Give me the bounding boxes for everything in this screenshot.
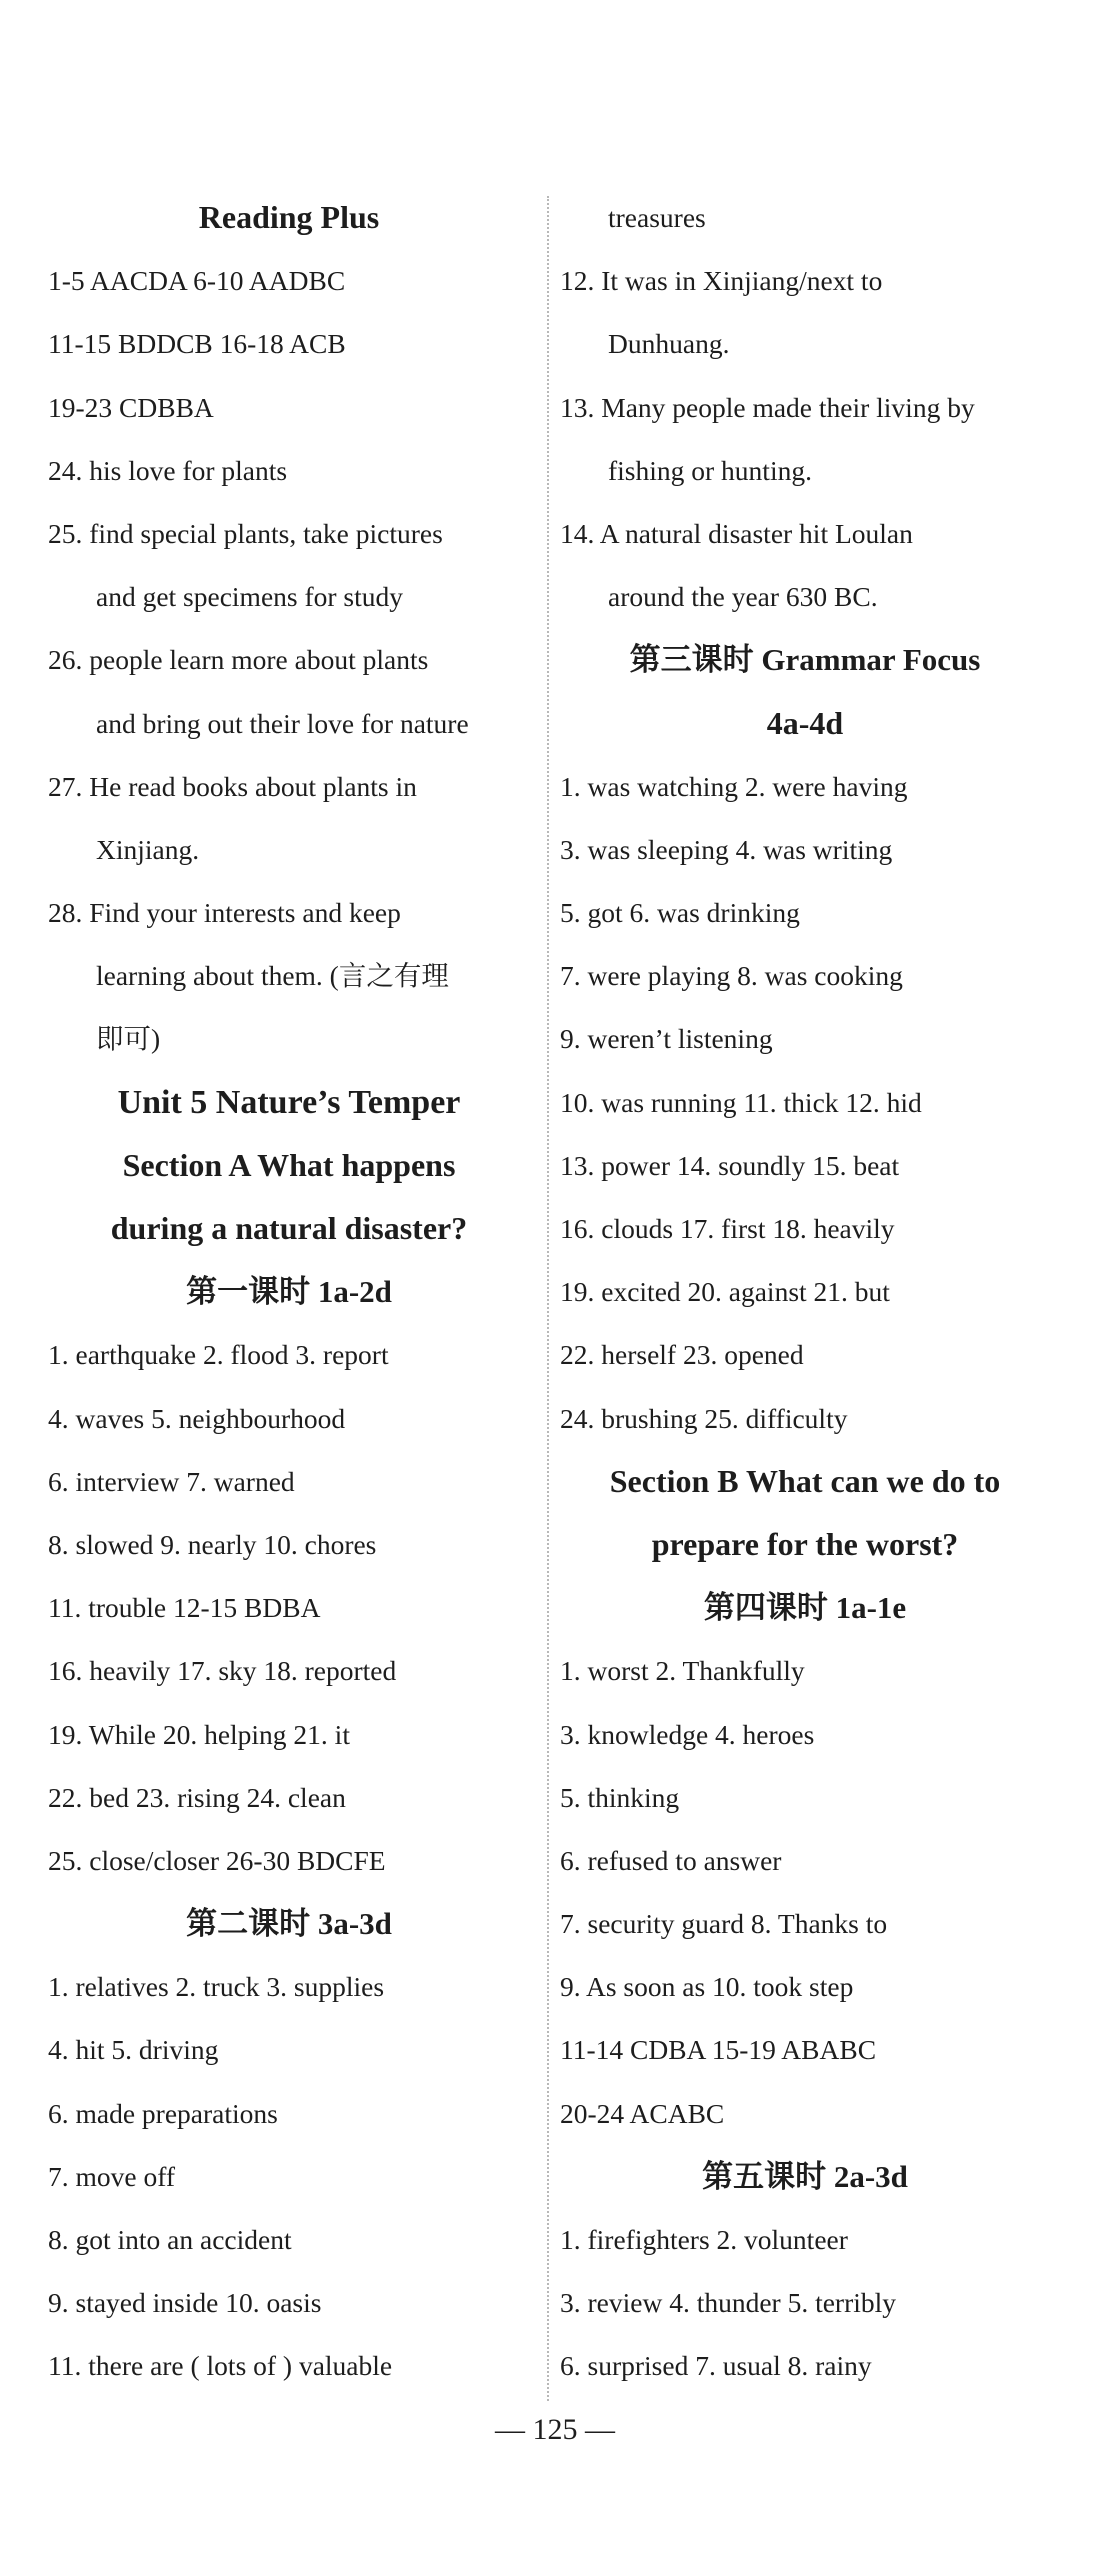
answer-line: 13. power 14. soundly 15. beat (560, 1149, 900, 1181)
answer-line: 9. As soon as 10. took step (560, 1971, 854, 2003)
answer-line: 11-15 BDDCB 16-18 ACB (48, 328, 346, 360)
answer-line: 19-23 CDBBA (48, 391, 214, 423)
answer-line: 8. slowed 9. nearly 10. chores (48, 1528, 377, 1560)
answer-line-continued: 即可) (96, 1023, 161, 1055)
answer-line-continued: Xinjiang. (96, 833, 200, 865)
answer-line: 4. waves 5. neighbourhood (48, 1402, 346, 1434)
lesson-heading: 第二课时 3a-3d (186, 1906, 392, 1942)
answer-line: 24. brushing 25. difficulty (560, 1402, 848, 1434)
answer-line: 6. refused to answer (560, 1844, 782, 1876)
answer-line: 11. there are ( lots of ) valuable (48, 2350, 393, 2382)
answer-line: 22. bed 23. rising 24. clean (48, 1781, 346, 1813)
answer-line: 19. excited 20. against 21. but (560, 1276, 890, 1308)
answer-line: 7. move off (48, 2160, 176, 2192)
answer-line: 1. was watching 2. were having (560, 770, 908, 802)
answer-line-continued: treasures (608, 202, 706, 233)
answer-line: 19. While 20. helping 21. it (48, 1718, 350, 1750)
unit-heading: Unit 5 Nature’s Temper (117, 1083, 461, 1121)
answer-line: 25. find special plants, take pictures (48, 517, 443, 549)
answer-line: 5. got 6. was drinking (560, 897, 800, 929)
answer-line-continued: and bring out their love for nature (96, 707, 469, 739)
answer-line: 10. was running 11. thick 12. hid (560, 1086, 922, 1118)
answer-line: 12. It was in Xinjiang/next to (560, 265, 883, 297)
answer-line: 28. Find your interests and keep (48, 897, 401, 929)
answer-line: 20-24 ACABC (560, 2097, 725, 2129)
answer-line: 9. stayed inside 10. oasis (48, 2287, 322, 2319)
answer-line: 8. got into an accident (48, 2224, 292, 2255)
section-heading: during a natural disaster? (110, 1210, 468, 1246)
answer-line: 16. heavily 17. sky 18. reported (48, 1655, 397, 1687)
answer-line: 13. Many people made their living by (560, 391, 975, 423)
answer-line: 6. made preparations (48, 2097, 278, 2129)
answer-line: 1. worst 2. Thankfully (560, 1655, 805, 1687)
answer-line: 4. hit 5. driving (48, 2034, 219, 2066)
answer-line-continued: fishing or hunting. (608, 454, 812, 486)
answer-line: 14. A natural disaster hit Loulan (560, 517, 913, 549)
section-heading: Section A What happens (122, 1146, 456, 1183)
answer-line-continued: learning about them. (言之有理 (96, 960, 449, 992)
section-heading: 4a-4d (766, 704, 844, 741)
answer-line: 25. close/closer 26-30 BDCFE (48, 1844, 386, 1876)
lesson-heading: 第一课时 1a-2d (186, 1274, 392, 1310)
answer-line-continued: and get specimens for study (96, 581, 404, 613)
left-column (48, 186, 530, 2398)
answer-line: 22. herself 23. opened (560, 1339, 804, 1371)
answer-line: 5. thinking (560, 1781, 680, 1813)
section-heading: Section B What can we do to (609, 1462, 1001, 1499)
answer-line: 26. people learn more about plants (48, 644, 429, 676)
column-divider (547, 196, 549, 2401)
answer-line: 1. relatives 2. truck 3. supplies (48, 1971, 385, 2003)
section-heading: prepare for the worst? (651, 1525, 959, 1562)
answer-line: 16. clouds 17. first 18. heavily (560, 1213, 895, 1244)
answer-line: 6. surprised 7. usual 8. rainy (560, 2350, 872, 2382)
page-number: — 125 — (495, 2413, 615, 2446)
answer-line: 11-14 CDBA 15-19 ABABC (560, 2034, 877, 2066)
answer-line: 3. knowledge 4. heroes (560, 1718, 815, 1750)
lesson-heading: 第三课时 Grammar Focus (629, 642, 981, 678)
answer-line: 1. firefighters 2. volunteer (560, 2224, 848, 2255)
right-column (560, 186, 1050, 2398)
answer-line: 3. was sleeping 4. was writing (560, 833, 893, 865)
answer-line: 7. were playing 8. was cooking (560, 960, 903, 992)
section-heading: Reading Plus (198, 199, 380, 235)
lesson-heading: 第五课时 2a-3d (702, 2158, 908, 2194)
answer-line: 11. trouble 12-15 BDBA (48, 1592, 321, 1624)
answer-line: 1-5 AACDA 6-10 AADBC (48, 265, 346, 297)
answer-line: 1. earthquake 2. flood 3. report (48, 1339, 389, 1371)
answer-line: 3. review 4. thunder 5. terribly (560, 2287, 897, 2319)
answer-line: 7. security guard 8. Thanks to (560, 1908, 888, 1940)
answer-line: 6. interview 7. warned (48, 1465, 295, 1497)
answer-line: 9. weren’t listening (560, 1023, 773, 1055)
answer-line-continued: Dunhuang. (608, 328, 730, 360)
answer-line: 27. He read books about plants in (48, 770, 417, 802)
answer-line-continued: around the year 630 BC. (608, 581, 878, 613)
lesson-heading: 第四课时 1a-1e (703, 1590, 907, 1626)
answer-line: 24. his love for plants (48, 454, 288, 486)
